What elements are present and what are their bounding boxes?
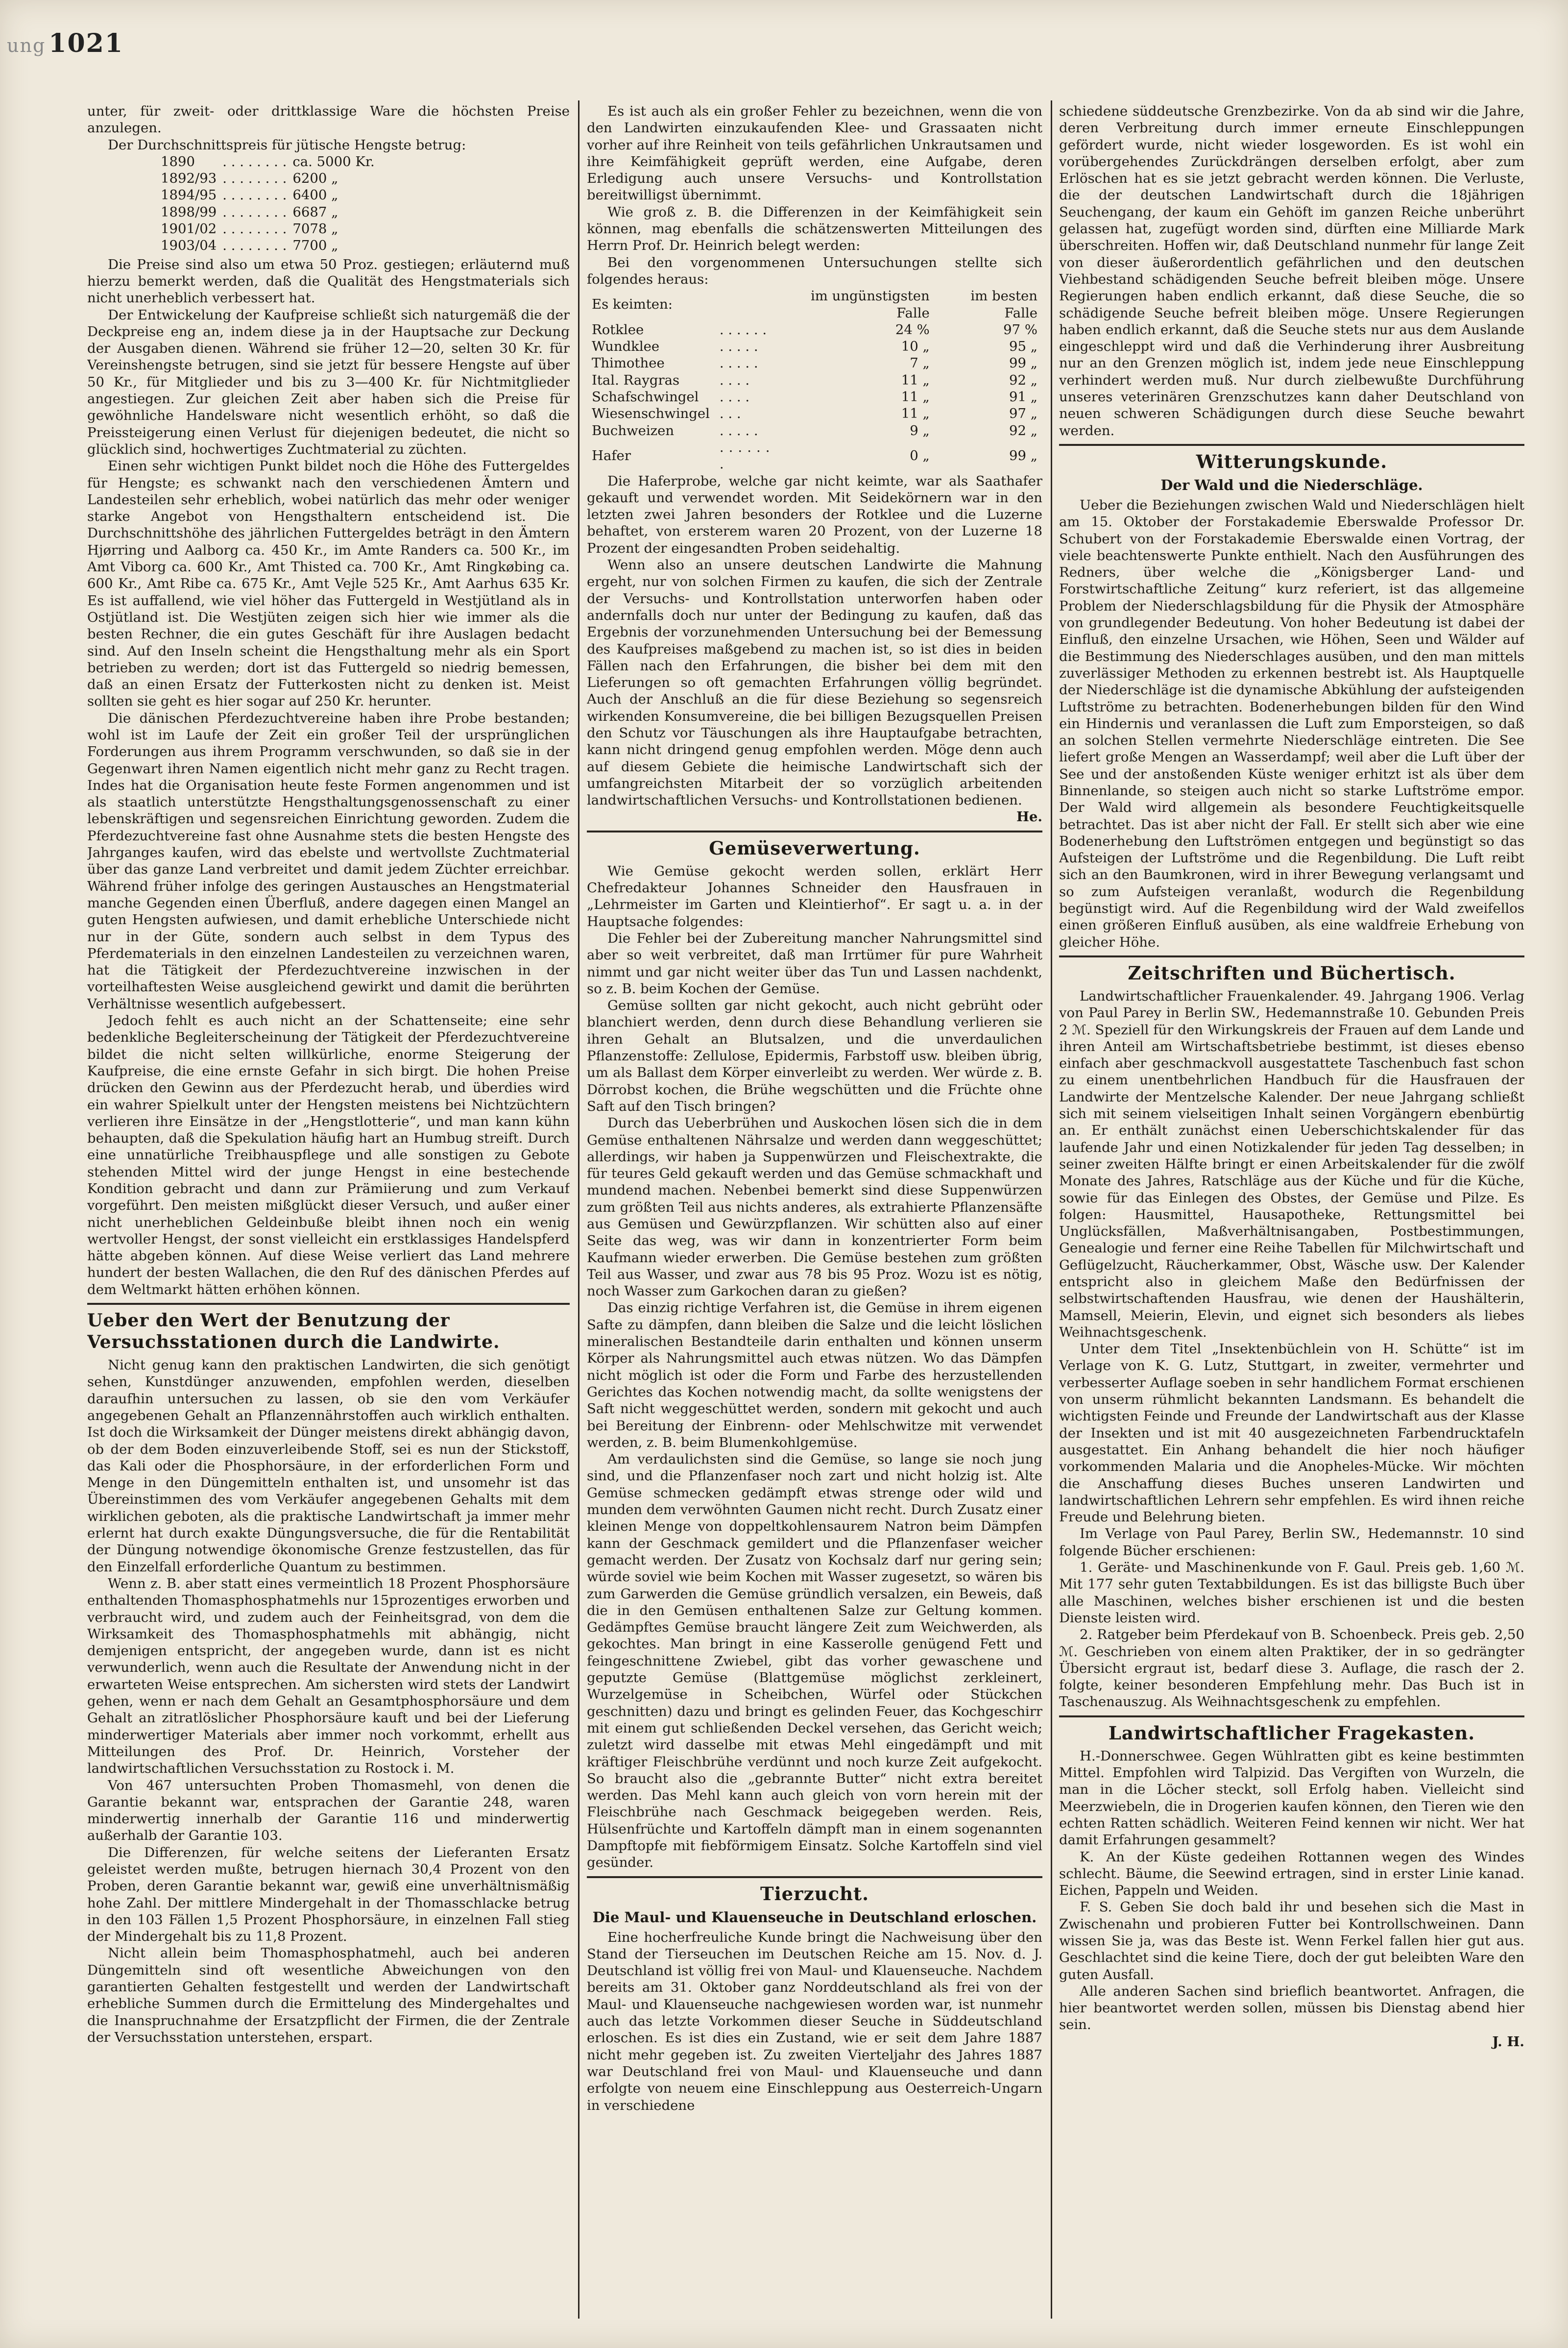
- price-row: [161, 237, 381, 254]
- germination-cell-name: Wiesenschwingel: [592, 406, 710, 422]
- paragraph: Von 467 untersuchten Proben Thomasmehl, von denen die Garantie bekannt war, entsprachen der Garantie 248, waren minderwertig innerhalb der Garantie 116 und minderwertig außerhalb der Garantie 103.: [87, 1777, 570, 1844]
- column-divider-1: [578, 100, 579, 2319]
- price-cell-dots: . . . . . . . .: [222, 238, 287, 254]
- section-heading: Gemüseverwertung.: [709, 837, 920, 859]
- paragraph: Unter dem Titel „Insektenbüchlein von H. Schütte“ ist im Verlage von K. G. Lutz, Stuttgart, in zweiter, vermehrter und verbesserter Auflage soeben in sehr handlichem Format erschienen von unserm rühmlicht bekannten Landsmann. Es behandelt die wichtigsten Feinde und Freunde der Landwirtschaft aus der Klasse der Insekten und ist mit 40 ausgezeichneten Farbendrucktafeln ausgestattet. Ein Anhang behandelt die hier noch häufiger vorkommenden Malaria und die Anopheles-Mücke. Wir möchten die Anschaffung dieses Buches unseren Landwirten und landwirtschaftlichen Lehrern sehr empfehlen. Es wird ihnen reiche Freude und Belehrung bieten.: [1059, 1341, 1524, 1525]
- germination-row: [587, 338, 1042, 355]
- germination-cell-worst: 0 „: [910, 448, 930, 464]
- price-cell-value: 6200 „: [292, 171, 338, 187]
- paragraph: Wenn z. B. aber statt eines vermeintlich 18 Prozent Phosphorsäure enthaltenden Thomasphosphatmehls nur 15prozentiges erworben und verbraucht wird, und zudem auch der Feinheitsgrad, von dem die Wirksamkeit des Thomasphosphatmehls mit abhängig, nicht demjenigen entspricht, der angegeben wurde, dann ist es nicht verwunderlich, wenn auch die Resultate der Anwendung nicht in der erwarteten Weise entsprechen. Am sichersten wird stets der Landwirt gehen, wenn er nach dem Gehalt an Gesamtphosphorsäure und dem Gehalt an zitratlöslicher Phosphorsäure kauft und bei der Lieferung minderwertiger Materials aber immer noch vorkommt, erhellt aus Mitteilungen des Prof. Dr. Heinrich, Vorsteher der landwirtschaftlichen Versuchsstation zu Rostock i. M.: [87, 1575, 570, 1777]
- price-cell-year: 1903/04: [161, 238, 217, 254]
- germination-cell-best: 99 „: [1009, 355, 1037, 371]
- signature: J. H.: [1492, 2033, 1524, 2050]
- paragraph: H.-Donnerschwee. Gegen Wühlratten gibt es keine bestimmten Mittel. Empfohlen wird Talpizid. Das Vergiften von Wurzeln, die man in die Löcher steckt, soll Erfolg haben. Vielleicht sind Meerzwiebeln, die in Drogerien kaufen können, den Tieren wie den echten Ratten schädlich. Weiteren Feind kennen wir nicht. Wer hat damit Erfahrungen gesammelt?: [1059, 1748, 1524, 1848]
- section-heading: Witterungskunde.: [1196, 450, 1388, 472]
- price-row: [161, 187, 381, 203]
- section-rule: [1059, 444, 1524, 446]
- germination-cell-dots: . . . . . . .: [719, 439, 770, 472]
- germination-cell-best: 92 „: [1009, 422, 1037, 439]
- germination-cell-worst: 11 „: [901, 389, 930, 405]
- germination-cell-worst: 11 „: [901, 372, 930, 388]
- price-cell-dots: . . . . . . . .: [222, 204, 287, 220]
- germination-table: [587, 288, 1042, 472]
- section-heading: Zeitschriften und Büchertisch.: [1128, 962, 1456, 984]
- paragraph: Die Haferprobe, welche gar nicht keimte, war als Saathafer gekauft und verwendet worden. Mit Seidekörnern war in den letzten zwei Jahren besonders der Rotklee und die Luzerne behaftet, von ersterem waren 20 Prozent, von der Luzerne 18 Prozent der eingesandten Proben seidehaltig.: [587, 473, 1042, 556]
- table-header: Es keimten:: [592, 296, 673, 313]
- germination-cell-best: 95 „: [1009, 339, 1037, 355]
- section-rule: [587, 1876, 1042, 1878]
- germination-cell-name: Wundklee: [592, 339, 660, 355]
- paragraph: K. An der Küste gedeihen Rottannen wegen des Windes schlecht. Bäume, die Seewind ertragen, sind in erster Linie kanad. Eichen, Pappeln und Weiden.: [1059, 1849, 1524, 1899]
- germination-cell-name: Ital. Raygras: [592, 372, 680, 388]
- paragraph: Eine hocherfreuliche Kunde bringt die Nachweisung über den Stand der Tierseuchen im Deutschen Reiche am 15. Nov. d. J. Deutschland ist völlig frei von Maul- und Klauenseuche. Nachdem bereits am 31. Oktober ganz Norddeutschland als frei von der Maul- und Klauenseuche nachgewiesen worden war, ist nunmehr auch das letzte Vorkommen dieser Seuche in Süddeutschland erloschen. Es ist dies ein Zustand, wie er seit dem Jahre 1887 nicht mehr gegeben ist. Zu zweiten Vierteljahr des Jahres 1887 war Deutschland frei von Maul- und Klauenseuche und dann erfolgte von neuem eine Einschleppung aus Oesterreich-Ungarn in verschiedene: [587, 1929, 1042, 2113]
- germination-cell-name: Rotklee: [592, 321, 644, 338]
- table-header: im ungünstigsten Falle: [811, 288, 930, 321]
- paragraph: 1. Geräte- und Maschinenkunde von F. Gaul. Preis geb. 1,60 ℳ. Mit 177 sehr guten Textabbildungen. Es ist das billigste Buch über alle Maschinen, welches bisher erschienen ist und die besten Dienste leisten wird.: [1059, 1560, 1524, 1626]
- paragraph: Jedoch fehlt es auch nicht an der Schattenseite; eine sehr bedenkliche Begleiterscheinung der Tätigkeit der Pferdezuchtvereine bildet die nicht selten willkürliche, enorme Steigerung der Kaufpreise, die eine ernste Gefahr in sich birgt. Die hohen Preise drücken den Gewinn aus der Pferdezucht herab, und überdies wird ein wahrer Spielkult unter der Hengsten meistens bei Nichtzüchtern verlieren ihre Einsätze in der „Hengstlotterie“, und man kann kühn behaupten, daß die Spekulation häufig hart an Humbug streift. Durch eine unnatürliche Treibhauspflege und alle sonstigen zu Gebote stehenden Mittel wird der junge Hengst in eine bestechende Kondition gebracht und dann zur Prämiierung und zum Verkauf vorgeführt. Den meisten mißglückt dieser Versuch, und außer einer nicht unerheblichen Geldeinbuße bleibt ihnen noch ein wenig wertvoller Hengst, der sonst vielleicht ein erstklassiges Handelspferd hätte abgeben können. Auf diese Weise verliert das Land mehrere hundert der besten Wallachen, die den Ruf des dänischen Pferdes auf dem Weltmarkt hätten erhöhen können.: [87, 1013, 570, 1297]
- price-cell-dots: . . . . . . . .: [222, 221, 287, 237]
- paragraph: Nicht genug kann den praktischen Landwirten, die sich genötigt sehen, Kunstdünger anzuwenden, empfohlen werden, dieselben daraufhin untersuchen zu lassen, ob sie den vom Verkäufer angegebenen Gehalt an Pflanzennährstoffen auch wirklich enthalten. Ist doch die Wirksamkeit der Dünger meistens direkt abhängig davon, ob der dem Boden einzuverleibende Stoff, sei es nun der Stickstoff, das Kali oder die Phosphorsäure, in der erforderlichen Form und Menge in den Düngemitteln enthalten ist, und unsomehr ist das Übereinstimmen des vom Verkäufer angegebenen Gehalts mit dem wirklichen geboten, als die praktische Landwirtschaft ja immer mehr erlernt hat durch exakte Düngungsversuche, die für die Rentabilität der Düngung notwendige ökonomische Grenze festzustellen, das für den Einzelfall erforderliche Quantum zu bestimmen.: [87, 1357, 570, 1575]
- paragraph: Im Verlage von Paul Parey, Berlin SW., Hedemannstr. 10 sind folgende Bücher erschienen:: [1059, 1526, 1524, 1559]
- column-2: [587, 103, 1042, 2319]
- table-header: [715, 288, 775, 321]
- article-heading: Ueber den Wert der Benutzung der Versuchsstationen durch die Landwirte.: [87, 1310, 500, 1353]
- paragraph: Das einzig richtige Verfahren ist, die Gemüse in ihrem eigenen Safte zu dämpfen, dann bleiben die Salze und die leicht löslichen mineralischen Bestandteile darin enthalten und können unserm Körper als Nahrungsmittel auch etwas nützen. Wo das Dämpfen nicht möglich ist oder die Form und Farbe des herzustellenden Gerichtes das Kochen notwendig macht, da sollte wenigstens der Saft nicht weggeschüttet werden, sondern mit gekocht und auch bei Bereitung der Einbrenn- oder Mehlschwitze mit verwendet werden, z. B. beim Blumenkohlgemüse.: [587, 1300, 1042, 1450]
- germination-cell-best: 97 „: [1009, 406, 1037, 422]
- price-cell-year: 1892/93: [161, 171, 217, 187]
- paragraph: Nicht allein beim Thomasphosphatmehl, auch bei anderen Düngemitteln sind oft wesentliche Abweichungen von den garantierten Gehalten festgestellt und werden der Landwirtschaft erhebliche Summen durch die Ermittelung des Mindergehaltes und die Inanspruchnahme der Ersatzpflicht der Firmen, die der Zentrale der Versuchsstation unterstehen, erspart.: [87, 1945, 570, 2045]
- paragraph: schiedene süddeutsche Grenzbezirke. Von da ab sind wir die Jahre, deren Verbreitung durch immer erneute Einschleppungen gefördert wurde, nicht wieder losgeworden. Es ist wohl ein vorübergehendes Zurückdrängen derselben erfolgt, aber zum Erlöschen hat es sie jetzt gebracht werden können. Die Verluste, die der deutschen Landwirtschaft durch die 18jährigen Seuchengang, der kaum ein Gehöft im ganzen Reiche unberührt gelassen hat, zugefügt worden sind, dürften eine Milliarde Mark überschreiten. Hoffen wir, daß Deutschland nunmehr für lange Zeit von dieser äußerordentlich gefährlichen und den deutschen Viehbestand schädigenden Seuche befreit bleiben möge. Unsere Regierungen haben endlich erkannt, daß diese Seuche, die so schädigende Seuche befreit bleiben möge. Unsere Regierungen haben endlich erkannt, daß die Seuche stets nur aus dem Auslande eingeschleppt wird und daß die Verhinderung ihrer Ausbreitung nur an den Grenzen möglich ist, indem jede neue Einschleppung verhindert werden muß. Nur durch zielbewußte Durchführung unseres veterinären Grenzschutzes kann daher Deutschland von neuen schweren Schädigungen durch diese Seuche bewahrt werden.: [1059, 103, 1524, 439]
- germination-cell-worst: 9 „: [910, 422, 930, 439]
- article-heading: Der Wald und die Niederschläge.: [1160, 476, 1423, 493]
- germination-cell-name: Schafschwingel: [592, 389, 699, 405]
- paragraph: Bei den vorgenommenen Untersuchungen stellte sich folgendes heraus:: [587, 254, 1042, 287]
- paragraph: Landwirtschaftlicher Frauenkalender. 49. Jahrgang 1906. Verlag von Paul Parey in Berlin SW., Hedemannstraße 10. Gebunden Preis 2 ℳ. Speziell für den Wirkungskreis der Frauen auf dem Lande und ihren Anteil am Wirtschaftsbetriebe bestimmt, ist dieses ebenso einfach aber geschmackvoll ausgestattete Taschenbuch fast schon zu einem unentbehrlichen Handbuch für die Hausfrauen der Landwirte der Mentzelsche Kalender. Der neue Jahrgang schließt sich mit seinem vielseitigen Inhalt seinen Vorgängern ebenbürtig an. Er enthält zunächst einen Ueberschichtskalender für das laufende Jahr und einen Notizkalender für jeden Tag desselben; in seiner zweiten Hälfte bringt er einen Arbeitskalender für die zwölf Monate des Jahres, Ratschläge aus der Küche und für die Küche, sowie für das Einlegen des Obstes, der Gemüse und Pilze. Es folgen: Hausmittel, Hausapotheke, Rettungsmittel bei Unglücksfällen, Maßverhältnisangaben, Postbestimmungen, Genealogie und ferner eine Reihe Tabellen für Milchwirtschaft und Geflügelzucht, Räucherkammer, Obst, Wäsche usw. Der Kalender entspricht also in gleichem Maße den Bedürfnissen der selbstwirtschaftenden Hausfrau, wie denen der Haushälterin, Mamsell, Meierin, Elevin, und eignet sich besonders als liebes Weihnachtsgeschenk.: [1059, 988, 1524, 1340]
- price-cell-dots: . . . . . . . .: [222, 153, 287, 170]
- germination-row: [587, 355, 1042, 371]
- germination-row: [587, 321, 1042, 338]
- column-1: [87, 103, 570, 2319]
- price-cell-value: 6687 „: [292, 204, 338, 220]
- section-rule: [1059, 1715, 1524, 1717]
- germination-row: [587, 389, 1042, 405]
- price-cell-year: 1890: [161, 153, 195, 170]
- paragraph: Gemüse sollten gar nicht gekocht, auch nicht gebrüht oder blanchiert werden, denn durch diese Behandlung verlieren sie ihren Gehalt an Blutsalzen, und die unverdaulichen Pflanzenstoffe: Zellulose, Epidermis, Farbstoff usw. bleiben übrig, um als Ballast dem Körper einverleibt zu werden. Wer würde z. B. Dörrobst kochen, die Brühe wegschütten und die Früchte ohne Saft auf den Tisch bringen?: [587, 998, 1042, 1114]
- germination-cell-dots: . . .: [719, 406, 741, 422]
- germination-row: [587, 405, 1042, 422]
- column-divider-2: [1051, 100, 1052, 2319]
- germination-row: [587, 439, 1042, 473]
- section-heading: Tierzucht.: [760, 1883, 869, 1905]
- germination-cell-best: 99 „: [1009, 448, 1037, 464]
- price-cell-dots: . . . . . . . .: [222, 171, 287, 187]
- paragraph: Ueber die Beziehungen zwischen Wald und Niederschlägen hielt am 15. Oktober der Forstakademie Eberswalde Professor Dr. Schubert von der Forstakademie Eberswalde einen Vortrag, der viele beachtenswerte Punkte enthielt. Nach den Ausführungen des Redners, über welche die „Königsberger Land- und Forstwirtschaftliche Zeitung“ kurz referiert, ist das allgemeine Problem der Niederschlagsbildung für die Physik der Atmosphäre von grundlegender Bedeutung. Von hoher Bedeutung ist dabei der Einfluß, den einzelne Ursachen, wie Höhen, Seen und Wälder auf die Bestimmung des Niederschlages ausüben, und den man mittels zuverlässiger Methoden zu erkennen bestrebt ist. Als Hauptquelle der Niederschläge ist die dynamische Abkühlung der aufsteigenden Luftströme zu betrachten. Bodenerhebungen bilden für den Wind ein Hindernis und veranlassen die Luft zum Emporsteigen, so daß an solchen Stellen vermehrte Niederschläge eintreten. Die See liefert große Mengen an Wasserdampf; weil aber die Luft über der See und der anstoßenden Küste weniger erhitzt ist als über dem Binnenlande, so steigen auch nicht so starke Luftströme empor. Der Wald wird allgemein als besondere Feuchtigkeitsquelle betrachtet. Das ist aber nicht der Fall. Er stellt sich aber wie eine Bodenerhebung den Luftströmen entgegen und begünstigt so das Aufsteigen der Luftströme und die Regenbildung. Die Luft reibt sich an den Baumkronen, wird in ihrer Bewegung verlangsamt und so zum Aufsteigen veranlaßt, wodurch die Regenbildung begünstigt wird. Auf die Regenbildung wird der Wald zweifellos einen größeren Einfluß ausüben, als eine waldfreie Erhebung von gleicher Höhe.: [1059, 497, 1524, 950]
- germination-cell-best: 92 „: [1009, 372, 1037, 388]
- paragraph: Einen sehr wichtigen Punkt bildet noch die Höhe des Futtergeldes für Hengste; es schwankt nach den verschiedenen Ämtern und Landesteilen sehr erheblich, wobei natürlich das mehr oder weniger starke Angebot von Hengsthaltern entscheidend ist. Die Durchschnittshöhe des jährlichen Futtergeldes beträgt in den Ämtern Hjørring und Aalborg ca. 450 Kr., im Amte Randers ca. 500 Kr., im Amt Viborg ca. 600 Kr., Amt Thisted ca. 700 Kr., Amt Ringkøbing ca. 600 Kr., Amt Ribe ca. 675 Kr., Amt Vejle 525 Kr., Amt Aarhus 635 Kr. Es ist auffallend, wie viel höher das Futtergeld in Westjütland als in Ostjütland ist. Die Westjüten zeigen sich hier wie immer als die besten Rechner, die ein gutes Geschäft für ihre Auslagen bedacht sind. Auf den Inseln scheint die Hengsthaltung mehr als ein Sport betrieben zu werden; dort ist das Futtergeld so niedrig bemessen, daß an einen Ersatz der Futterkosten nicht zu denken ist. Meist sollten sie geht es hier sogar auf 250 Kr. herunter.: [87, 458, 570, 709]
- signature: He.: [1016, 809, 1042, 825]
- price-cell-value: 6400 „: [292, 187, 338, 203]
- price-cell-value: ca. 5000 Kr.: [292, 153, 375, 170]
- germination-cell-worst: 7 „: [910, 355, 930, 371]
- column-3: [1059, 103, 1524, 2319]
- paragraph: Die Fehler bei der Zubereitung mancher Nahrungsmittel sind aber so weit verbreitet, daß man Irrtümer für pure Wahrheit nimmt und gar nicht weiter über das Tun und Lassen nachdenkt, so z. B. beim Kochen der Gemüse.: [587, 930, 1042, 997]
- paragraph: Die Differenzen, für welche seitens der Lieferanten Ersatz geleistet werden mußte, betrugen hiernach 30,4 Prozent von den Proben, deren Garantie bekannt war, gewiß eine unverhältnismäßig hohe Zahl. Der mittlere Mindergehalt in der Thomasschlacke betrug in den 103 Fällen 1,5 Prozent Phosphorsäure, in einzelnen Fall stieg der Mindergehalt bis zu 11,8 Prozent.: [87, 1844, 570, 1945]
- germination-cell-worst: 10 „: [901, 339, 930, 355]
- section-rule: [1059, 955, 1524, 957]
- paragraph: 2. Ratgeber beim Pferdekauf von B. Schoenbeck. Preis geb. 2,50 ℳ. Geschrieben von einem alten Praktiker, der in so gedrängter Übersicht ergraut ist, bedarf diese 3. Auflage, die rasch der 2. folgte, keiner besonderen Empfehlung mehr. Das Buch ist in Taschenauszug. Als Weihnachtsgeschenk zu empfehlen.: [1059, 1627, 1524, 1710]
- paragraph: Durch das Ueberbrühen und Auskochen lösen sich die in dem Gemüse enthaltenen Nährsalze und werden dann weggeschüttet; allerdings, wir haben ja Suppenwürzen und Fleischextrakte, die für teures Geld gekauft werden und das Gemüse schmackhaft und mundend machen. Nebenbei bemerkt sind diese Suppenwürzen zum größten Teil aus nichts anderes, als extrahierte Pflanzensäfte aus Gemüsen und Gewürzpflanzen. Wir schütten also auf einer Seite das weg, was wir dann in konzentrierter Form beim Kaufmann wieder erwerben. Die Gemüse bestehen zum größten Teil aus Wasser, und zwar aus 78 bis 95 Proz. Wozu ist es nötig, noch Wasser zum Garkochen daran zu gießen?: [587, 1115, 1042, 1299]
- germination-cell-dots: . . . .: [719, 372, 750, 388]
- price-cell-year: 1894/95: [161, 187, 217, 203]
- section-rule: [87, 1303, 570, 1305]
- paragraph: Die Preise sind also um etwa 50 Proz. gestiegen; erläuternd muß hierzu bemerkt werden, daß die Qualität des Hengstmaterials sich nicht unerheblich verbessert hat.: [87, 256, 570, 306]
- section-heading: Landwirtschaftlicher Fragekasten.: [1108, 1722, 1475, 1744]
- paragraph: Die dänischen Pferdezuchtvereine haben ihre Probe bestanden; wohl ist im Laufe der Zeit ein großer Teil der ursprünglichen Forderungen aus ihrem Programm verschwunden, so daß sie in der Gegenwart ihren Namen eigentlich nicht mehr ganz zu Recht tragen. Indes hat die Organisation heute feste Formen angenommen und ist als staatlich unterstützte Hengsthaltungsgenossenschaft zu einer lebenskräftigen und segensreichen Einrichtung geworden. Zudem die Pferdezuchtvereine fast ohne Ausnahme stets die besten Hengste des Jahrganges kaufen, wird das ebelste und wertvollste Zuchtmaterial über das ganze Land verbreitet und damit jedem Züchter erreichbar. Während früher infolge des geringen Austausches an Hengstmaterial manche Gegenden einen Überfluß, andere dagegen einen Mangel an guten Hengsten aufwiesen, und damit erhebliche Unterschiede nicht nur in der Güte, sondern auch selbst in dem Typus des Pferdematerials in den einzelnen Landesteilen zu verzeichnen waren, hat die Tätigkeit der Pferdezuchtvereine inzwischen in der vorteilhaftesten Weise ausgleichend gewirkt und damit die berührten Verhältnisse wesentlich aufgebessert.: [87, 710, 570, 1012]
- germination-cell-best: 91 „: [1009, 389, 1037, 405]
- paragraph: Es ist auch als ein großer Fehler zu bezeichnen, wenn die von den Landwirten einzukaufenden Klee- und Grassaaten nicht vorher auf ihre Reinheit von teils gefährlichen Unkrautsamen und ihre Keimfähigkeit geprüft werden, eine Aufgabe, deren Erledigung auch unsere Versuchs- und Kontrollstation bereitwilligst übernimmt.: [587, 103, 1042, 203]
- paragraph: Wenn also an unsere deutschen Landwirte die Mahnung ergeht, nur von solchen Firmen zu kaufen, die sich der Zentrale der Versuchs- und Kontrollstation unterworfen haben oder andernfalls doch nur unter der Bedingung zu kaufen, daß das Ergebnis der vorzunehmenden Untersuchung bei der Bemessung des Kaufpreises maßgebend zu machen ist, so ist dies in beiden Fällen nach den Erfahrungen, die bisher bei dem mit den Lieferungen so oft gemachten Erfahrungen völlig begründet. Auch der Anschluß an die für diese Beziehung so segensreich wirkenden Konsumvereine, die bei billigen Bezugsquellen Preisen den Schutz vor Täuschungen als ihre Hauptaufgabe betrachten, kann nicht dringend genug empfohlen werden. Möge denn auch auf diesem Gebiete die heimische Landwirtschaft sich der umfangreichsten Mitarbeit der so vorzüglich arbeitenden landwirtschaftlichen Versuchs- und Kontrollstationen bedienen.: [587, 557, 1042, 808]
- paragraph: Alle anderen Sachen sind brieflich beantwortet. Anfragen, die hier beantwortet werden sollen, müssen bis Dienstag abend hier sein.: [1059, 1983, 1524, 2033]
- price-cell-value: 7700 „: [292, 238, 338, 254]
- germination-cell-name: Thimothee: [592, 355, 665, 371]
- price-table: [161, 153, 381, 254]
- price-cell-value: 7078 „: [292, 221, 338, 237]
- germination-cell-dots: . . . . .: [719, 355, 758, 371]
- page-number: ung 1021: [7, 28, 124, 58]
- table-header: im besten Falle: [970, 288, 1037, 321]
- germination-row: [587, 372, 1042, 389]
- price-cell-dots: . . . . . . . .: [222, 187, 287, 203]
- paragraph: Der Entwickelung der Kaufpreise schließt sich naturgemäß die der Deckpreise eng an, indem diese ja in der Hauptsache zur Deckung der Ausgaben dienen. Während sie früher 12—20, selten 30 Kr. für Vereinshengste betrugen, sind sie jetzt für bessere Hengste auf über 50 Kr., für Mitglieder und bis zu 3—400 Kr. für Nichtmitglieder angestiegen. Zur gleichen Zeit aber haben sich die Preise für gewöhnliche Handelsware nicht wesentlich erhöht, so daß die Preissteigerung einen Verlust für diejenigen bedeutet, die nicht so glücklich sind, hochwertiges Zuchtmaterial zu züchten.: [87, 307, 570, 457]
- paragraph: unter, für zweit- oder drittklassige Ware die höchsten Preise anzulegen.: [87, 103, 570, 136]
- germination-cell-name: Buchweizen: [592, 422, 675, 439]
- price-row: [161, 220, 381, 237]
- article-heading: Die Maul- und Klauenseuche in Deutschland erloschen.: [592, 1908, 1037, 1926]
- paragraph: Wie Gemüse gekocht werden sollen, erklärt Herr Chefredakteur Johannes Schneider den Hausfrauen in „Lehrmeister im Garten und Kleintierhof“. Er sagt u. a. in der Hauptsache folgendes:: [587, 863, 1042, 929]
- price-cell-year: 1898/99: [161, 204, 217, 220]
- germination-cell-name: Hafer: [592, 448, 631, 464]
- germination-cell-dots: . . . . .: [719, 339, 758, 355]
- paragraph: F. S. Geben Sie doch bald ihr und besehen sich die Mast in Zwischenahn und probieren Futter bei Kontrollschweinen. Dann wissen Sie ja, was das Beste ist. Wenn Ferkel fallen hier gut aus. Geschlachtet sind die keine Tiere, doch der gut beleibten Ware den guten Ausfall.: [1059, 1899, 1524, 1982]
- germination-cell-dots: . . . .: [719, 389, 750, 405]
- germination-cell-worst: 11 „: [901, 406, 930, 422]
- paragraph: Wie groß z. B. die Differenzen in der Keimfähigkeit sein können, mag ebenfalls die schätzenswerten Mitteilungen des Herrn Prof. Dr. Heinrich belegt werden:: [587, 204, 1042, 254]
- germination-cell-best: 97 %: [1003, 321, 1037, 338]
- germination-cell-dots: . . . . . .: [719, 321, 767, 338]
- germination-row: [587, 422, 1042, 439]
- section-rule: [587, 831, 1042, 832]
- germination-cell-worst: 24 %: [895, 321, 930, 338]
- paragraph: Am verdaulichsten sind die Gemüse, so lange sie noch jung sind, und die Pflanzenfaser noch zart und nicht holzig ist. Alte Gemüse schmecken gedämpft etwas strenge oder wild und munden dem verwöhnten Gaumen nicht recht. Durch Zusatz einer kleinen Menge von doppeltkohlensaurem Natron beim Dämpfen kann der Geschmack gemildert und die Pflanzenfaser weicher gemacht werden. Der Zusatz von Kochsalz darf nur gering sein; würde soviel wie beim Kochen mit Wasser zugesetzt, so wären bis zum Garwerden die Gemüse gründlich versalzen, ein Beweis, daß die in den Gemüsen enthaltenen Salze zur Geltung kommen. Gedämpftes Gemüse braucht längere Zeit zum Weichwerden, als gekochtes. Man bringt in eine Kasserolle genügend Fett und feingeschnittene Zwiebel, gibt das vorher gewaschene und geputzte Gemüse (Blattgemüse möglichst zerkleinert, Wurzelgemüse in Scheibchen, Würfel oder Stückchen geschnitten) dazu und bringt es gelinden Feuer, das Kochgeschirr mit einem gut schließenden Deckel versehen, das Gericht weich; zuletzt wird dasselbe mit etwas Mehl eingedämpft und mit kräftiger Fleischbrühe verdünnt und noch kurze Zeit aufgekocht. So braucht also die „gebrannte Butter“ nicht extra bereitet werden. Das Mehl kann auch gleich von vorn herein mit der Fleischbrühe nach Geschmack beigegeben werden. Reis, Hülsenfrüchte und Kartoffeln dämpft man in einem sogenannten Dampftopfe mit fiebförmigem Einsatz. Solche Kartoffeln sind viel gesünder.: [587, 1451, 1042, 1871]
- page-number-prefix: ung: [7, 35, 46, 56]
- price-cell-year: 1901/02: [161, 221, 217, 237]
- price-row: [161, 204, 381, 220]
- paragraph: Der Durchschnittspreis für jütische Hengste betrug:: [108, 137, 466, 153]
- price-row: [161, 153, 381, 170]
- price-row: [161, 170, 381, 187]
- germination-cell-dots: . . . . .: [719, 422, 758, 439]
